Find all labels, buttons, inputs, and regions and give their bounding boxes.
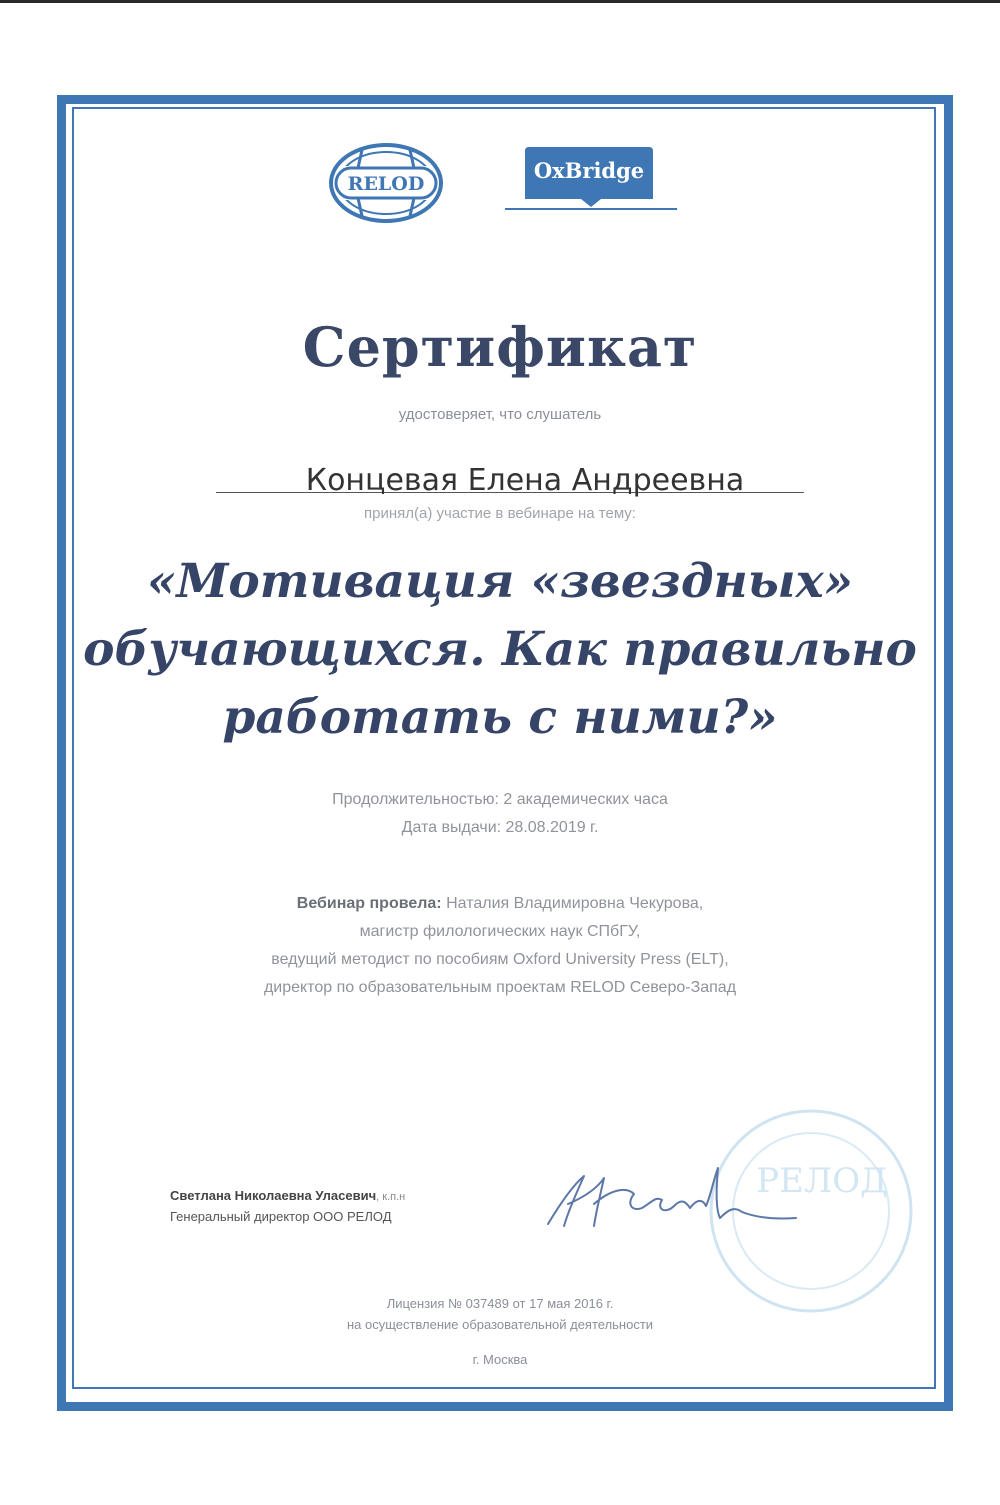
city: г. Москва [472,1352,528,1367]
issue-date: Дата выдачи: 28.08.2019 г. [401,819,599,836]
webinar-lead-credential: ведущий методист по пособиям Oxford University Press (ELT), [271,951,729,968]
certificate-subtitle: удостоверяет, что слушатель [398,406,602,423]
webinar-lead-label: Вебинар провела: [296,895,442,912]
stamp-text: РЕЛОД [756,1161,888,1201]
webinar-lead-credential: директор по образовательным проектам RELOD Северо-Запад [263,979,737,996]
webinar-lead-name: Наталия Владимировна Чекурова, [441,895,704,912]
duration-text: Продолжительностью: 2 академических часа [332,791,668,808]
signer-degree: , к.п.н [376,1191,406,1203]
signer-block [170,1186,405,1227]
license-purpose: на осуществление образовательной деятельности [346,1317,654,1332]
signature [538,1160,800,1240]
topic-line: работать с ними?» [222,690,778,745]
participation-text: принял(а) участие в вебинаре на тему: [364,505,636,522]
oxbridge-logo [505,147,677,215]
license-block [0,1293,1000,1335]
webinar-lead-block [0,890,1000,1002]
signer-position: Генеральный директор ООО РЕЛОД [170,1209,392,1224]
webinar-lead-line [0,890,1000,918]
topic-line: «Мотивация «звездных» [147,554,853,609]
recipient-name: Концевая Елена Андреевна [305,463,745,498]
webinar-topic [0,548,1000,752]
scan-edge [0,0,1000,3]
relod-logo [328,142,444,224]
certificate-title: Сертификат [302,315,698,379]
license-number: Лицензия № 037489 от 17 мая 2016 г. [386,1296,614,1311]
relod-logo-text: RELOD [347,173,425,195]
topic-line: обучающихся. Как правильно [83,622,917,677]
oxbridge-logo-text: OxBridge [533,158,645,183]
webinar-lead-credential: магистр филологических наук СПбГУ, [359,923,641,940]
signer-name: Светлана Николаевна Уласевич [170,1188,377,1203]
